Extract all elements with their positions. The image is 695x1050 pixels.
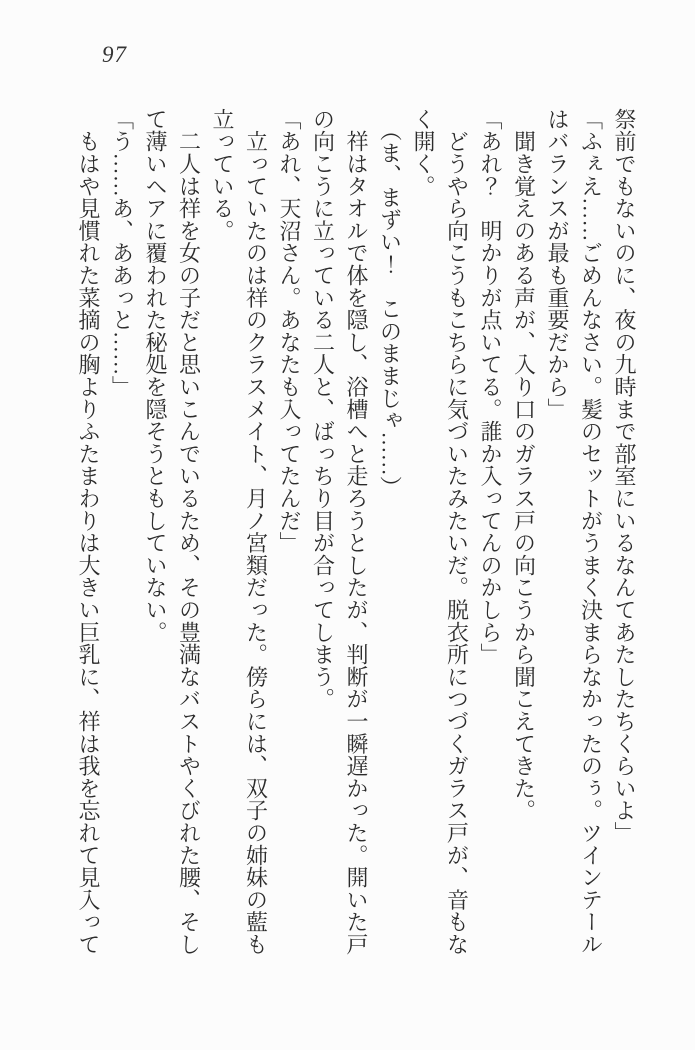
- text-column-1: 祭前でもないのに、夜の九時まで部室にいるなんてあたしたちくらいよ」: [612, 108, 637, 844]
- text-column-3: はバランスが最も重要だから」: [545, 108, 570, 421]
- text-column-5: 「あれ？ 明かりが点いてる。誰か入ってんのかしら」: [478, 108, 503, 666]
- text-column-17: もはや見慣れた菜摘の胸よりふたまわりは大きい巨乳に、祥は我を忘れて見入って: [76, 108, 101, 956]
- text-column-4: 聞き覚えのある声が、入り口のガラス戸の向こうから聞こえてきた。: [511, 108, 537, 822]
- text-column-6: どうやら向こうもこちらに気づいたみたいだ。脱衣所につづくガラス戸が、音もな: [444, 108, 470, 956]
- text-column-9: 祥はタオルで体を隠し、浴槽へと走ろうとしたが、判断が一瞬遅かった。開いた戸: [344, 108, 369, 956]
- page-number: 97: [102, 42, 127, 67]
- text-column-10: の向こうに立っている二人と、ばっちり目が合ってしまう。: [310, 108, 336, 711]
- text-column-11: 「あれ、天沼さん。あなたも入ってたんだ」: [277, 108, 302, 554]
- text-column-15: て薄いヘアに覆われた秘処を隠そうともしていない。: [143, 108, 168, 644]
- text-column-13: 立っている。: [210, 108, 235, 242]
- text-column-7: く開く。: [411, 108, 436, 198]
- text-column-14: 二人は祥を女の子だと思いこんでいるため、その豊満なバストやくびれた腰、そし: [176, 108, 202, 956]
- vertical-text-block: [72, 108, 642, 954]
- text-column-12: 立っていたのは祥のクラスメイト、月ノ宮類だった。傍らには、双子の姉妹の藍も: [243, 108, 269, 956]
- text-column-8: （ま、まずい！ このままじゃ……）: [377, 108, 403, 499]
- text-column-16: 「う……あ、ああっと……」: [109, 108, 135, 398]
- text-column-2: 「ふぇえ……ごめんなさい。髪のセットがうまく決まらなかったのぅ。ツインテール: [578, 108, 604, 956]
